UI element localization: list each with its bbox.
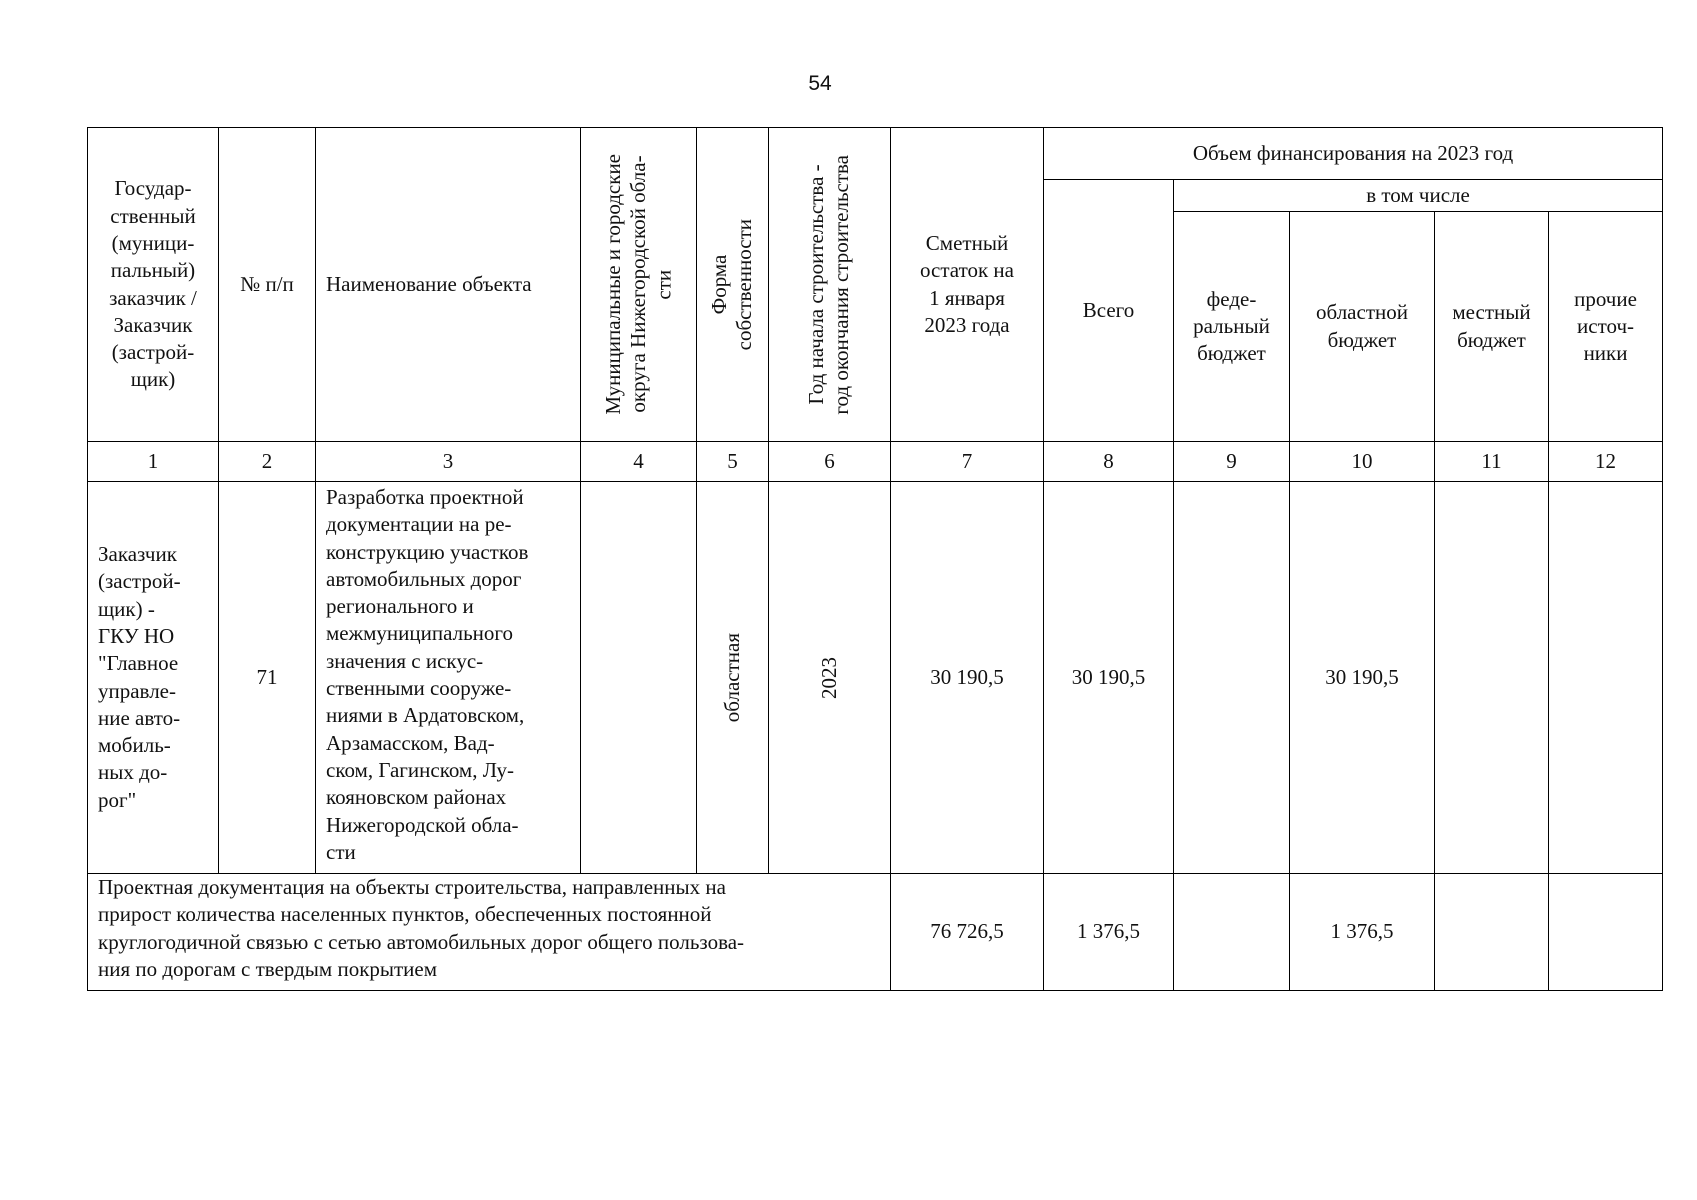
summary-row bbox=[88, 874, 1663, 991]
table-row bbox=[88, 482, 1663, 874]
row-number: 71 bbox=[219, 482, 316, 874]
summary-regional: 1 376,5 bbox=[1290, 874, 1435, 991]
summary-total: 1 376,5 bbox=[1044, 874, 1174, 991]
page-number: 54 bbox=[808, 72, 832, 95]
column-number: 4 bbox=[581, 442, 697, 482]
financing-table bbox=[87, 127, 1663, 991]
row-federal bbox=[1174, 482, 1290, 874]
header-years-text: Год начала строительства - год окончания строительства bbox=[804, 154, 854, 415]
column-number: 5 bbox=[697, 442, 769, 482]
header-federal: феде- ральный бюджет bbox=[1174, 212, 1290, 442]
header-years bbox=[769, 128, 891, 442]
row-years bbox=[769, 482, 891, 874]
summary-federal bbox=[1174, 874, 1290, 991]
column-number: 3 bbox=[316, 442, 581, 482]
header-row-1 bbox=[88, 128, 1663, 180]
header-funding-volume: Объем финансирования на 2023 год bbox=[1044, 128, 1663, 180]
summary-other bbox=[1549, 874, 1663, 991]
header-municipality-text: Муниципальные и городские округа Нижегородской обла- сти bbox=[600, 154, 676, 415]
row-regional: 30 190,5 bbox=[1290, 482, 1435, 874]
row-object-name: Разработка проектной документации на ре- конструкцию участков автомобильных дорог регионального и межмуниципального значения с искус- ственными сооруже- ниями в Ардатовском, Арзамасском, Вад- ском, Гагинском, Лу- кояновском районах Нижегородской обла- сти bbox=[316, 482, 581, 874]
header-object-name: Наименование объекта bbox=[316, 128, 581, 442]
header-ownership bbox=[697, 128, 769, 442]
row-customer: Заказчик (застрой- щик) - ГКУ НО "Главное управле- ние авто- мобиль- ных до- рог" bbox=[88, 482, 219, 874]
header-customer: Государ- ственный (муници- пальный) заказчик / Заказчик (застрой- щик) bbox=[88, 128, 219, 442]
header-including: в том числе bbox=[1174, 180, 1663, 212]
header-estimated-balance: Сметный остаток на 1 января 2023 года bbox=[891, 128, 1044, 442]
header-other: прочие источ- ники bbox=[1549, 212, 1663, 442]
column-number: 11 bbox=[1435, 442, 1549, 482]
column-number: 10 bbox=[1290, 442, 1435, 482]
column-number: 6 bbox=[769, 442, 891, 482]
column-number: 2 bbox=[219, 442, 316, 482]
row-ownership-text: областная bbox=[719, 632, 744, 723]
row-years-text: 2023 bbox=[816, 656, 841, 699]
column-number: 9 bbox=[1174, 442, 1290, 482]
column-number: 1 bbox=[88, 442, 219, 482]
column-number: 8 bbox=[1044, 442, 1174, 482]
summary-estimated-balance: 76 726,5 bbox=[891, 874, 1044, 991]
column-number-row bbox=[88, 442, 1663, 482]
summary-local bbox=[1435, 874, 1549, 991]
header-total: Всего bbox=[1044, 180, 1174, 442]
row-estimated-balance: 30 190,5 bbox=[891, 482, 1044, 874]
header-ownership-text: Форма собственности bbox=[707, 218, 757, 351]
row-total: 30 190,5 bbox=[1044, 482, 1174, 874]
header-number: № п/п bbox=[219, 128, 316, 442]
row-municipality bbox=[581, 482, 697, 874]
row-local bbox=[1435, 482, 1549, 874]
column-number: 7 bbox=[891, 442, 1044, 482]
summary-label: Проектная документация на объекты строительства, направленных на прирост количества населенных пунктов, обеспеченных постоянной круглогодичной связью с сетью автомобильных дорог общего пользова- ния по дорогам с твердым покрытием bbox=[88, 874, 891, 991]
header-regional: областной бюджет bbox=[1290, 212, 1435, 442]
header-municipality bbox=[581, 128, 697, 442]
row-ownership bbox=[697, 482, 769, 874]
row-other bbox=[1549, 482, 1663, 874]
column-number: 12 bbox=[1549, 442, 1663, 482]
header-local: местный бюджет bbox=[1435, 212, 1549, 442]
